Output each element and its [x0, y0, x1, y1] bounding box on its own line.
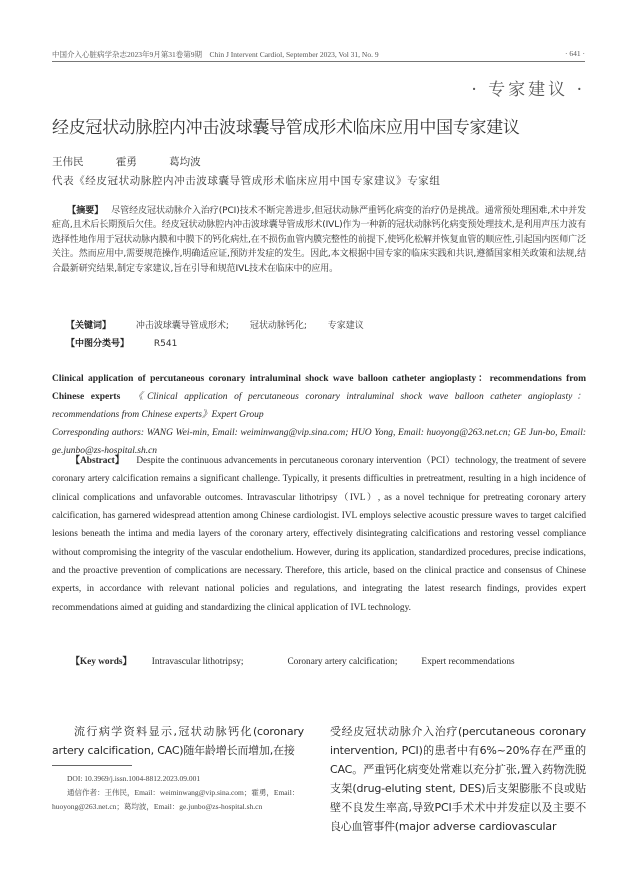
chinese-keywords [66, 318, 368, 331]
author-name: 王伟民 [52, 156, 84, 168]
english-corresponding: Corresponding authors: WANG Wei-min, Email: weiminwang@vip.sina.com; HUO Yong, Email: huoyong@263.net.cn; GE Jun-bo, Email: ge.junbo@zs-hospital.sh.cn [52, 428, 586, 456]
section-tag: · 专家建议 · [471, 80, 585, 100]
chinese-classification [66, 336, 181, 349]
keyword: Intravascular lithotripsy; [151, 657, 244, 667]
keyword: 专家建议 [327, 321, 364, 331]
footnote-divider [52, 765, 132, 766]
english-title: Clinical application of percutaneous coronary intraluminal shock wave balloon catheter angioplasty：recommendations from Chinese experts [52, 374, 586, 402]
english-abstract-label: 【Abstract】 [70, 456, 125, 466]
chinese-abstract [52, 204, 586, 276]
abstract-text: 尽管经皮冠状动脉介入治疗(PCI)技术不断完善进步,但冠状动脉严重钙化病变的治疗仍是挑战。通常预处理困难,术中并发症高,且术后长期预后欠佳。经皮冠状动脉腔内冲击波球囊导管成形术(IVL)作为一种新的冠状动脉钙化病变预处理技术,是利用声压力波有选择性地作用于冠状动脉内膜和中膜下的钙化病灶,在不损伤血管内膜完整性的前提下,使钙化松解并恢复血管的顺应性,引起国内医师广泛关注。然而应用中,需要规范操作,明确适应证,预防并发症的发生。因此,本文根据中国专家的临床实践和共识,遵循国家相关政策和法规,结合最新研究结果,制定专家建议,旨在引导和规范IVL技术在临床中的应用。 [52, 206, 586, 274]
keyword: Coronary artery calcification; [287, 657, 398, 667]
running-header: 中国介入心脏病学杂志2023年9月第31卷第9期 Chin J Intervent Cardiol, September 2023, Vol 31, No. 9 [52, 50, 379, 59]
keyword: 冠状动脉钙化; [249, 321, 307, 331]
abstract-label: 【摘要】 [67, 206, 104, 216]
author-name: 葛均波 [169, 156, 201, 168]
footnote [52, 772, 308, 814]
classification-code: R541 [153, 339, 178, 349]
classification-label: 【中图分类号】 [66, 339, 130, 349]
keywords-label: 【关键词】 [66, 321, 112, 331]
english-group: 《Clinical application of percutaneous coronary intraluminal shock wave balloon catheter angioplasty：recommendations from Chinese experts》Expert Group [52, 392, 586, 420]
body-text-right: 受经皮冠状动脉介入治疗(percutaneous coronary intervention, PCI)的患者中有6%~20%存在严重的CAC。严重钙化病变处常难以充分扩张,置入药物洗脱支架(drug-eluting stent, DES)后支架膨胀不良或贴壁不良发生率高,导致PCI手术术中并发症以及主要不良心血管事件(major adverse cardiovascular [330, 725, 586, 833]
article-title: 经皮冠状动脉腔内冲击波球囊导管成形术临床应用中国专家建议 [52, 118, 520, 138]
keyword: 冲击波球囊导管成形术; [135, 321, 229, 331]
body-text-left: 流行病学资料显示,冠状动脉钙化(coronary artery calcification, CAC)随年龄增长而增加,在接 [52, 725, 304, 757]
english-title-block [52, 370, 586, 460]
footnote-corresponding: 通信作者：王伟民，Email：weiminwang@vip.sina.com；霍勇，Email：huoyong@263.net.cn；葛均波，Email：ge.junbo@zs-hospital.sh.cn [52, 788, 300, 811]
author-name: 霍勇 [115, 156, 137, 168]
keyword: Expert recommendations [421, 657, 515, 667]
english-abstract-text: Despite the continuous advancements in percutaneous coronary intervention（PCI）technology, the treatment of severe coronary artery calcification remains a significant challenge. Typically, it presents difficulties in pretreatment, resulting in a high incidence of clinical complications and unfavorable outcomes. Intravascular lithotripsy（IVL）, as a novel technique for pretreating coronary artery calcification, has garnered widespread attention among Chinese cardiologist. IVL employs selective acoustic pressure waves to target calcified lesions beneath the intima and media layers of the coronary artery, effectively disintegrating calcifications and restoring vessel compliance without compromising the integrity of the vascular endothelium. However, during its application, standardized procedures, precise indications, and the proactive prevention of complications are necessary. Therefore, this article, based on the clinical practice and consensus of Chinese experts, in accordance with relevant national policies and regulations, and integrating the latest research findings, provides expert recommendations aimed at guiding and standardizing the clinical application of IVL technology. [52, 456, 586, 613]
footnote-doi: DOI: 10.3969/j.issn.1004-8812.2023.09.001 [67, 774, 201, 783]
english-keywords-label: 【Key words】 [70, 657, 132, 667]
english-abstract [52, 452, 586, 617]
page-number: · 641 · [565, 49, 585, 58]
author-list [52, 154, 227, 169]
english-keywords [52, 653, 586, 671]
author-group: 代表《经皮冠状动脉腔内冲击波球囊导管成形术临床应用中国专家建议》专家组 [52, 175, 441, 187]
header-divider [52, 61, 585, 62]
